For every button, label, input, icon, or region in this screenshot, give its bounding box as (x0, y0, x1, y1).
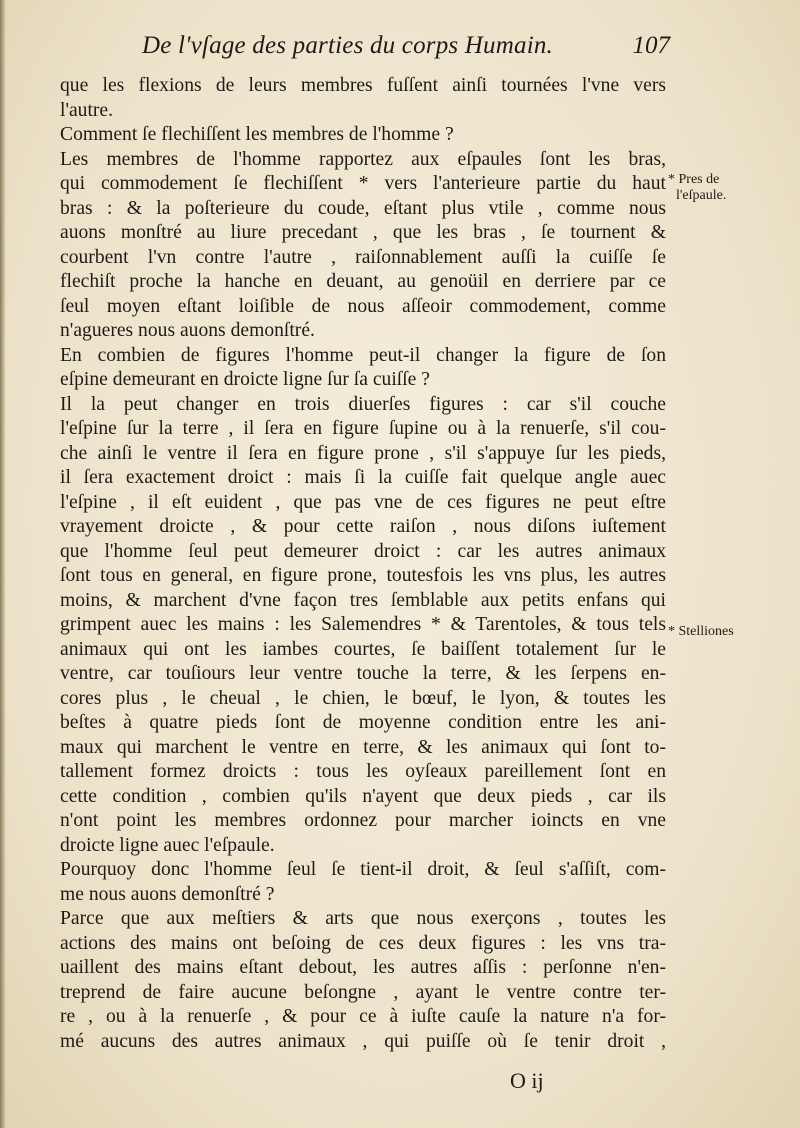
question-line: En combien de figures l'homme peut-il changer la figure de ſon (60, 344, 666, 366)
text-line: tallement formez droicts : tous les oyſeaux pareillement ſont en (60, 761, 666, 782)
note-text: Pres de (678, 172, 720, 187)
note-marker: * (668, 624, 675, 639)
text-line: beſtes à quatre pieds ſont de moyenne condition entre les ani- (60, 712, 666, 733)
text-line: re , ou à la renuerſe , & pour ce à iuſte cauſe la nature n'a for- (60, 1006, 666, 1027)
text-line: flechiſt proche la hanche en deuant, au genoüil en derriere par ce (60, 271, 666, 292)
margin-note-shoulder (668, 172, 726, 204)
text-line: cette condition , combien qu'ils n'ayent que deux pieds , car ils (60, 785, 666, 807)
text-line: ſeul moyen eſtant loiſible de nous aſſeoir commodement, comme (60, 295, 666, 317)
text-line: uaillent des mains eſtant debout, les autres aſſis : perſonne n'en- (60, 957, 666, 978)
text-line: ſont tous en general, en figure prone, toutesfois les vns plus, les autres (60, 565, 666, 586)
running-title: De l'vſage des parties du corps Humain. (142, 32, 554, 59)
text-line: animaux qui ont les iambes courtes, ſe baiſſent totalement ſur le (60, 638, 666, 660)
text-line: grimpent auec les mains : les Salemendres * & Tarentoles, & tous tels (60, 614, 666, 635)
margin-note-stelliones (668, 624, 734, 640)
page-header (60, 30, 670, 66)
question-line: Comment ſe flechiſſent les membres de l'homme ? (60, 124, 454, 145)
text-line: n'agueres nous auons demonſtré. (60, 320, 315, 341)
question-line: Pourquoy donc l'homme ſeul ſe tient-il droit, & ſeul s'aſſiſt, com- (60, 859, 666, 880)
note-text: l'eſpaule. (676, 188, 727, 203)
text-line: che ainſi le ventre il ſera en figure prone , s'il s'appuye ſur les pieds, (60, 442, 666, 464)
signature-mark: O ij (510, 1068, 544, 1093)
text-line: Les membres de l'homme rapportez aux eſpaules ſont les bras, (60, 148, 666, 170)
text-line: Il la peut changer en trois diuerſes figures : car s'il couche (60, 393, 666, 415)
note-text: Stelliones (678, 624, 734, 639)
text-line: il ſera exactement droict : mais ſi la cuiſſe fait quelque angle auec (60, 467, 666, 488)
text-line: vrayement droicte , & pour cette raiſon , nous diſons iuſtement (60, 516, 666, 537)
text-line: que l'homme ſeul peut demeurer droict : car les autres animaux (60, 540, 666, 562)
page-number: 107 (632, 32, 670, 59)
text-line: l'eſpine , il eſt euident , que pas vne de ces figures ne peut eſtre (60, 491, 666, 513)
question-line: me nous auons demonſtré ? (60, 883, 275, 905)
text-line: moins, & marchent d'vne façon tres ſemblable aux petits enfans qui (60, 589, 666, 611)
text-line: droicte ligne auec l'eſpaule. (60, 834, 275, 856)
text-body (60, 74, 666, 1054)
question-line: eſpine demeurant en droicte ligne ſur ſa cuiſſe ? (60, 369, 430, 390)
text-line: qui commodement ſe flechiſſent * vers l'anterieure partie du haut (60, 173, 666, 194)
page-gutter-shadow (0, 0, 6, 1128)
text-line: l'autre. (60, 99, 114, 121)
text-line: ventre, car touſiours leur ventre touche la terre, & les ſerpens en- (60, 663, 666, 684)
text-line: treprend de faire aucune beſongne , ayant le ventre contre ter- (60, 981, 666, 1003)
text-line: n'ont point les membres ordonnez pour marcher ioincts en vne (60, 810, 666, 831)
text-line: actions des mains ont beſoing de ces deux figures : les vns tra- (60, 932, 666, 954)
text-line: cores plus , le cheual , le chien, le bœuf, le lyon, & toutes les (60, 687, 666, 709)
text-line: que les flexions de leurs membres fuſſent ainſi tournées l'vne vers (60, 75, 666, 96)
text-line: bras : & la poſterieure du coude, eſtant plus vtile , comme nous (60, 197, 666, 219)
text-line: mé aucuns des autres animaux , qui puiſſe où ſe tenir droit , (60, 1030, 666, 1052)
text-line: l'eſpine ſur la terre , il ſera en figure ſupine ou à la renuerſe, s'il cou- (60, 418, 666, 439)
text-line: auons monſtré au liure precedant , que les bras , ſe tournent & (60, 222, 666, 243)
note-marker: * (668, 172, 675, 187)
text-line: maux qui marchent le ventre en terre, & les animaux qui ſont to- (60, 736, 666, 758)
text-line: courbent l'vn contre l'autre , raiſonnablement auſſi la cuiſſe ſe (60, 246, 666, 268)
text-line: Parce que aux meſtiers & arts que nous exerçons , toutes les (60, 908, 666, 929)
